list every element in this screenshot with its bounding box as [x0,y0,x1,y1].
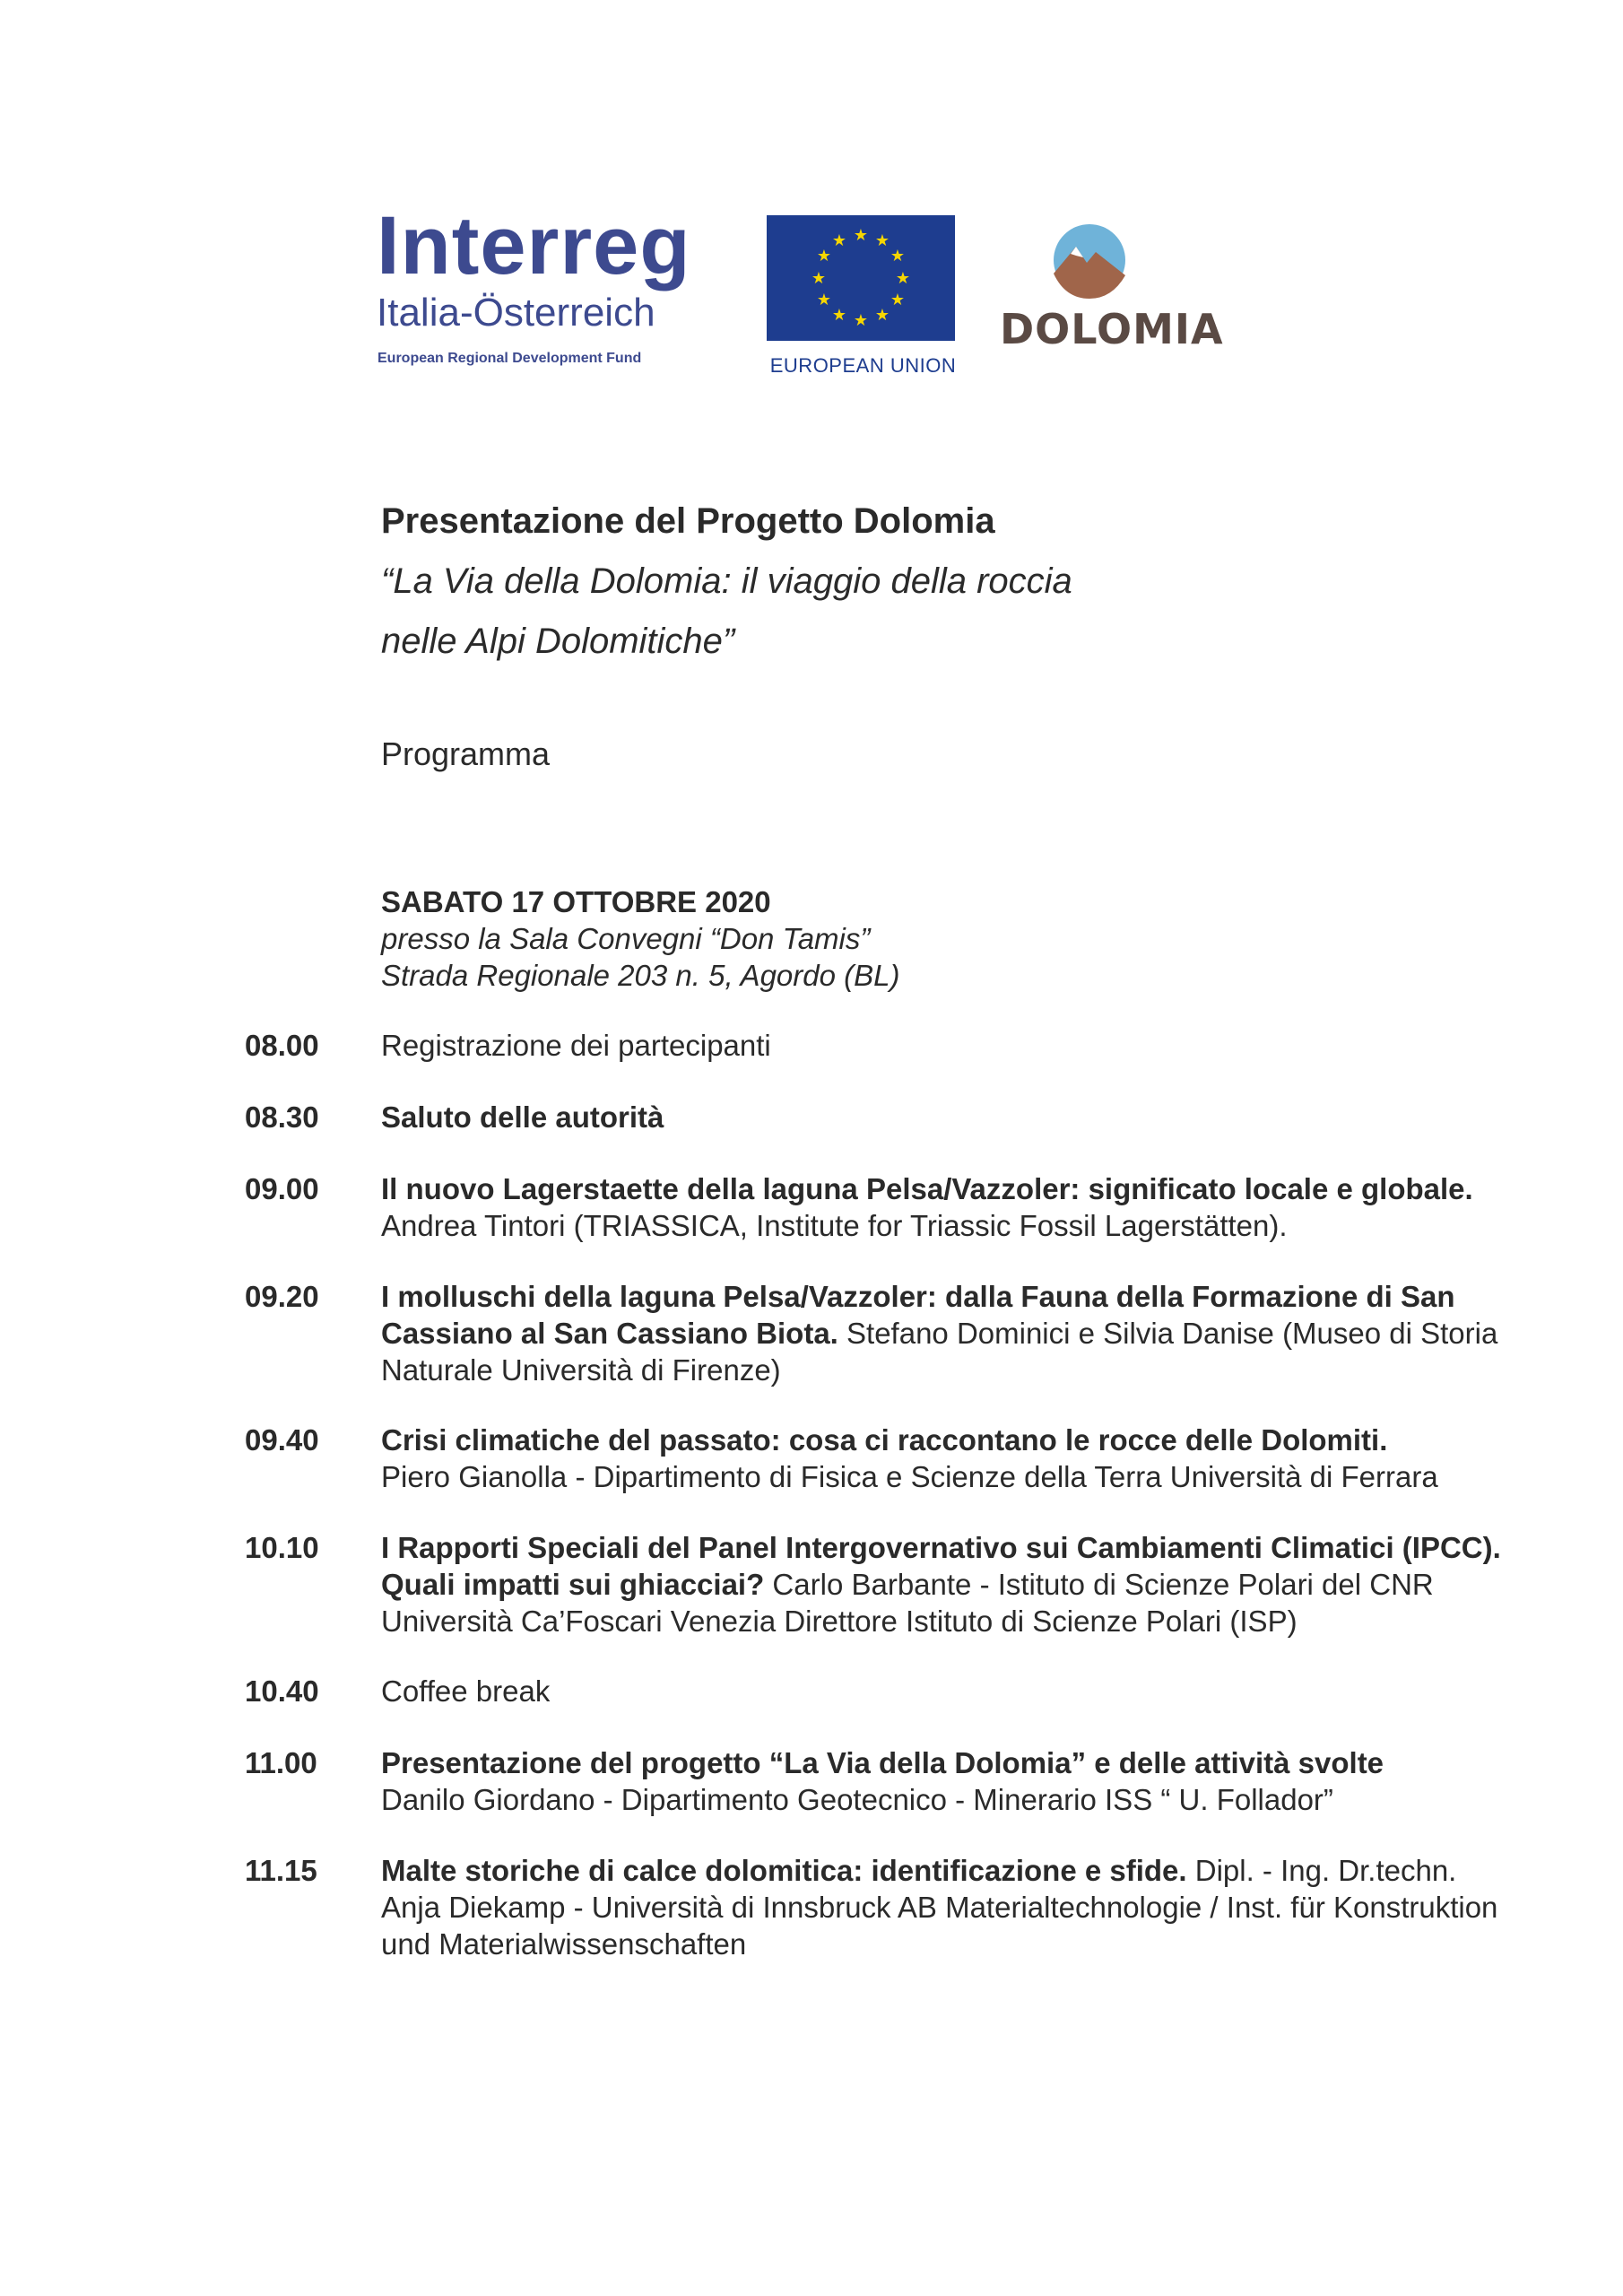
agenda-desc [381,1027,1520,1064]
agenda-time: 09.00 [245,1172,319,1205]
eu-flag-icon [767,215,955,341]
header [381,491,1547,672]
interreg-fund: European Regional Development Fund [378,351,642,366]
svg-text:★: ★ [816,247,832,265]
agenda-text: Piero Gianolla - Dipartimento di Fisica e Scienze della Terra Università di Ferrara [381,1460,1438,1493]
agenda-desc [381,1170,1520,1244]
agenda-title: I molluschi della laguna Pelsa/Vazzoler: dalla Fauna della Formazione di San Cassiano al San Cassiano Biota. [381,1280,1455,1350]
agenda-desc [381,1422,1520,1495]
svg-text:★: ★ [853,226,869,245]
agenda-text: Carlo Barbante - Istituto di Scienze Polari del CNR Università Ca’Foscari Venezia Direttore Istituto di Scienze Polari (ISP) [381,1568,1434,1638]
event-address: Strada Regionale 203 n. 5, Agordo (BL) [381,959,900,992]
agenda-text: Andrea Tintori (TRIASSICA, Institute for Triassic Fossil Lagerstätten). [381,1209,1288,1242]
agenda-time: 08.30 [245,1100,319,1134]
agenda-text: Dipl. - Ing. Dr.techn. Anja Diekamp - Università di Innsbruck AB Materialtechnologie / Inst. für Konstruktion und Materialwissenschaften [381,1854,1498,1961]
event-venue: presso la Sala Convegni “Don Tamis” [381,922,871,955]
interreg-word: Interreg [377,200,691,291]
subtitle-line-2: nelle Alpi Dolomitiche” [381,622,735,661]
agenda-title: Presentazione del progetto “La Via della Dolomia” e delle attività svolte [381,1746,1384,1779]
interreg-region: Italia-Österreich [377,291,655,335]
agenda-time: 09.40 [245,1423,319,1457]
eu-label: EUROPEAN UNION [769,354,957,377]
agenda-desc [381,1278,1520,1388]
svg-text:★: ★ [811,269,827,288]
logo-bar [372,200,1224,390]
agenda-time: 11.00 [245,1746,317,1779]
agenda-title: Malte storiche di calce dolomitica: identificazione e sfide. [381,1854,1187,1887]
agenda-text: Danilo Giordano - Dipartimento Geotecnico - Minerario ISS “ U. Follador” [381,1783,1333,1816]
interreg-logo [372,202,731,390]
page-title: Presentazione del Progetto Dolomia [381,501,995,541]
agenda-desc [381,1529,1520,1639]
svg-text:★: ★ [831,306,847,325]
svg-text:★: ★ [874,231,890,250]
svg-text:★: ★ [890,247,906,265]
agenda-time: 08.00 [245,1029,319,1062]
agenda-desc [381,1852,1520,1962]
agenda-title: Saluto delle autorità [381,1100,664,1134]
agenda-title: I Rapporti Speciali del Panel Intergovernativo sui Cambiamenti Climatici (IPCC). Quali impatti sui ghiacciai? [381,1531,1501,1601]
svg-text:★: ★ [816,291,832,309]
dolomia-word: DOLOMIA [1000,305,1224,353]
agenda-time: 10.40 [245,1674,319,1708]
dolomia-logo [1000,220,1224,372]
agenda-time: 10.10 [245,1531,319,1564]
agenda-time: 11.15 [245,1854,317,1887]
agenda-text: Coffee break [381,1674,551,1708]
agenda-title: Crisi climatiche del passato: cosa ci raccontano le rocce delle Dolomiti. [381,1423,1388,1457]
svg-text:★: ★ [853,311,869,330]
agenda-title: Il nuovo Lagerstaette della laguna Pelsa/Vazzoler: significato locale e globale. [381,1172,1473,1205]
svg-text:★: ★ [831,231,847,250]
svg-text:★: ★ [895,269,911,288]
agenda-desc [381,1099,1520,1135]
event-date: SABATO 17 OTTOBRE 2020 [381,885,771,918]
event-info [381,883,899,994]
programma-heading: Programma [381,735,551,772]
svg-text:★: ★ [890,291,906,309]
agenda-time: 09.20 [245,1280,319,1313]
svg-text:★: ★ [874,306,890,325]
subtitle-line-1: “La Via della Dolomia: il viaggio della roccia [381,561,1072,601]
agenda-text: Registrazione dei partecipanti [381,1029,771,1062]
mountain-icon [1040,220,1139,305]
eu-logo [767,215,959,377]
agenda-desc [381,1744,1520,1818]
agenda-text: Stefano Dominici e Silvia Danise (Museo di Storia Naturale Università di Firenze) [381,1317,1498,1387]
agenda-desc [381,1673,1520,1709]
